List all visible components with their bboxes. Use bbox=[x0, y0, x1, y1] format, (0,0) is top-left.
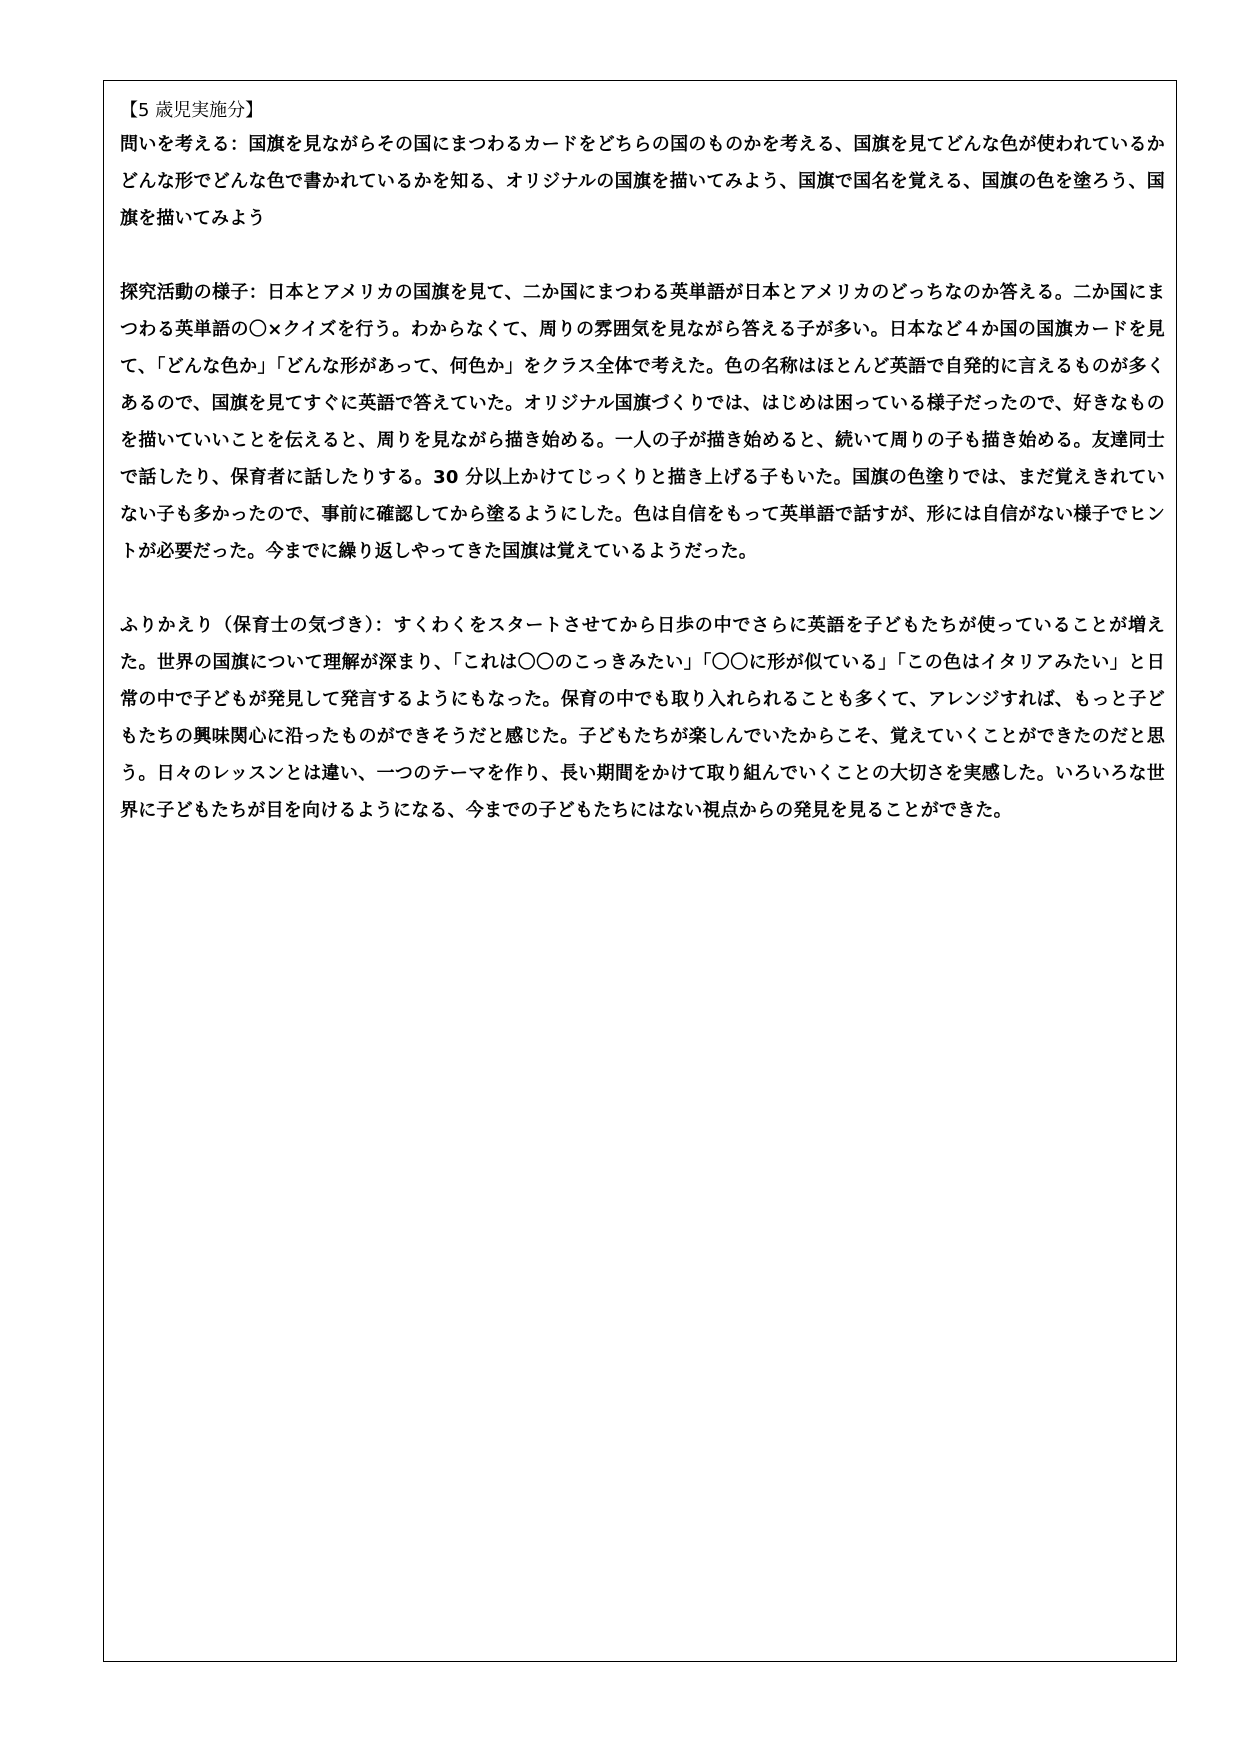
document-content bbox=[120, 96, 1165, 829]
paragraph-spacer bbox=[120, 237, 1165, 274]
section-heading: 【5 歳児実施分】 bbox=[120, 100, 264, 121]
paragraph-questions: 問いを考える：国旗を見ながらその国にまつわるカードをどちらの国のものかを考える、国旗を見てどんな色が使われているかどんな形でどんな色で書かれているかを知る、オリジナルの国旗を描いてみよう、国旗で国名を覚える、国旗の色を塗ろう、国旗を描いてみよう bbox=[120, 134, 1165, 229]
paragraph-reflection: ふりかえり（保育士の気づき）：すくわくをスタートさせてから日歩の中でさらに英語を子どもたちが使っていることが増えた。世界の国旗について理解が深まり、「これは〇〇のこっきみたい」「〇〇に形が似ている」「この色はイタリアみたい」と日常の中で子どもが発見して発言するようにもなった。保育の中でも取り入れられることも多くて、アレンジすれば、もっと子どもたちの興味関心に沿ったものができそうだと感じた。子どもたちが楽しんでいたからこそ、覚えていくことができたのだと思う。日々のレッスンとは違い、一つのテーマを作り、長い期間をかけて取り組んでいくことの大切さを実感した。いろいろな世界に子どもたちが目を向けるようになる、今までの子どもたちにはない視点からの発見を見ることができた。 bbox=[120, 615, 1165, 821]
paragraph-spacer bbox=[120, 570, 1165, 607]
paragraph-activity: 探究活動の様子：日本とアメリカの国旗を見て、二か国にまつわる英単語が日本とアメリカのどっちなのか答える。二か国にまつわる英単語の〇×クイズを行う。わからなくて、周りの雰囲気を見ながら答える子が多い。日本など４か国の国旗カードを見て、「どんな色か」「どんな形があって、何色か」をクラス全体で考えた。色の名称はほとんど英語で自発的に言えるものが多くあるので、国旗を見てすぐに英語で答えていた。オリジナル国旗づくりでは、はじめは困っている様子だったので、好きなものを描いていいことを伝えると、周りを見ながら描き始める。一人の子が描き始めると、続いて周りの子も描き始める。友達同士で話したり、保育者に話したりする。30 分以上かけてじっくりと描き上げる子もいた。国旗の色塗りでは、まだ覚えきれていない子も多かったので、事前に確認してから塗るようにした。色は自信をもって英単語で話すが、形には自信がない様子でヒントが必要だった。今までに繰り返しやってきた国旗は覚えているようだった。 bbox=[120, 282, 1165, 562]
